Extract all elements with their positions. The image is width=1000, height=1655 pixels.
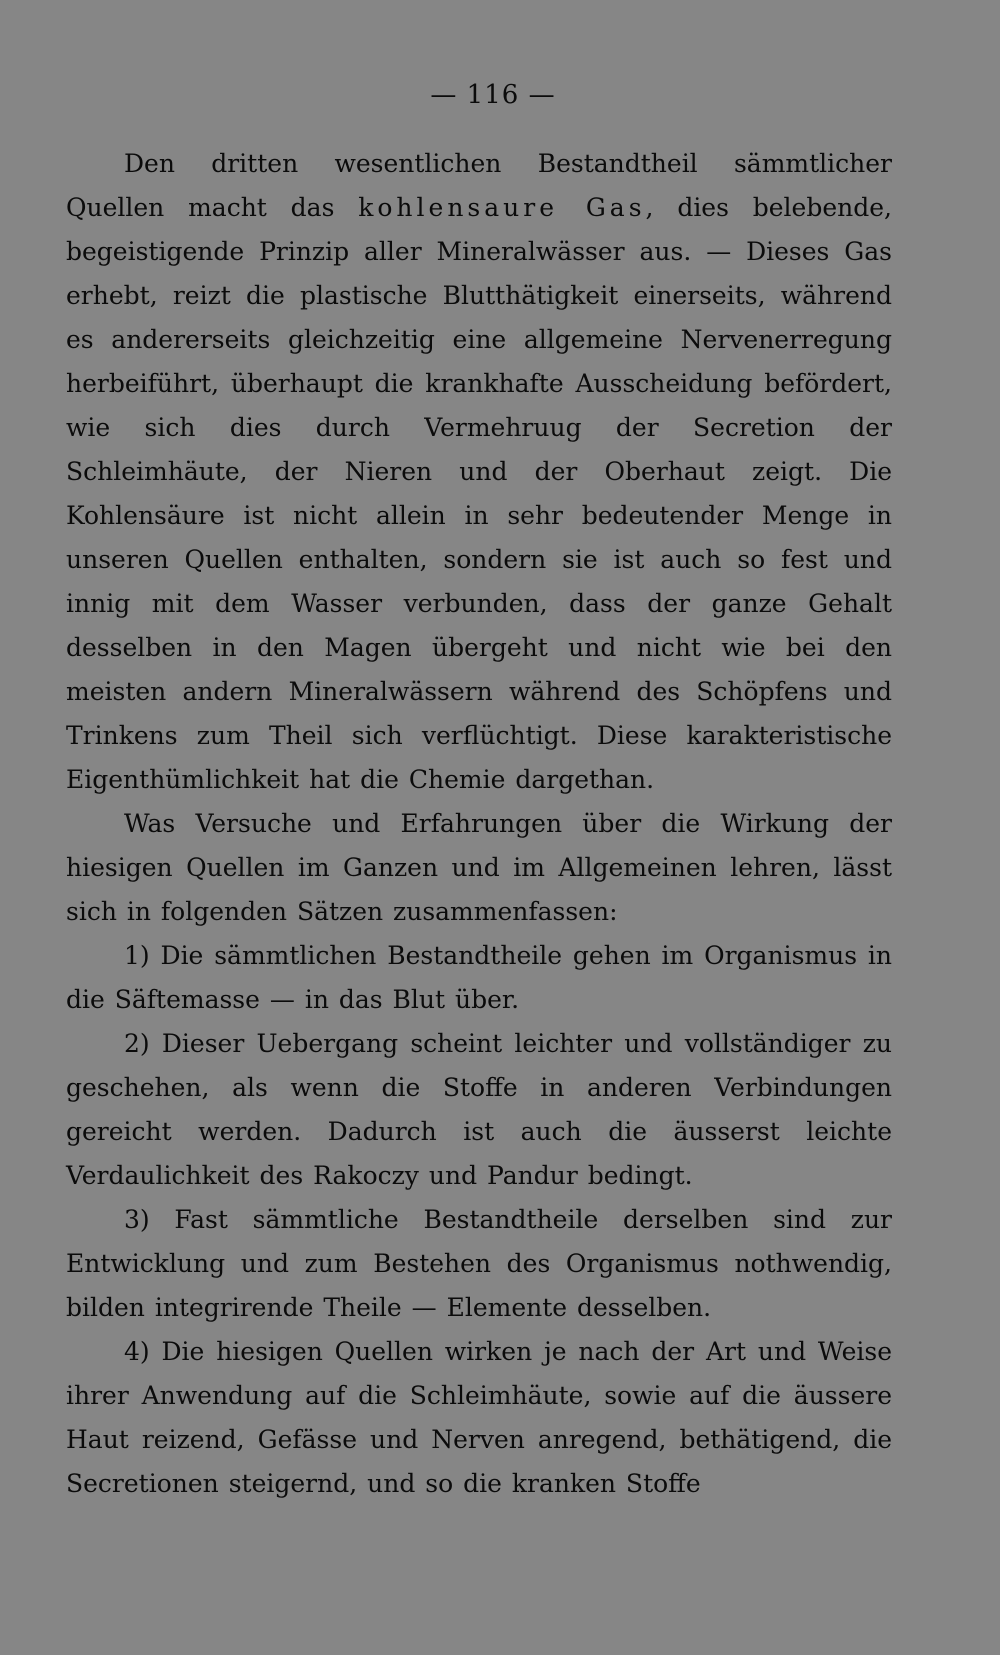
paragraph-5: 3) Fast sämmtliche Bestandtheile derselben sind zur Entwicklung und zum Bestehen des Organismus nothwendig, bilden integrirende Theile — Elemente desselben.	[66, 1205, 892, 1322]
paragraph-6: 4) Die hiesigen Quellen wirken je nach der Art und Weise ihrer Anwendung auf die Schleimhäute, sowie auf die äussere Haut reizend, Gefässe und Nerven anregend, bethätigend, die Secretionen steigernd, und so die kranken Stoffe	[66, 1337, 892, 1498]
body-text	[66, 142, 892, 1506]
paragraph-2: Was Versuche und Erfahrungen über die Wirkung der hiesigen Quellen im Ganzen und im Allgemeinen lehren, lässt sich in folgenden Sätzen zusammenfassen:	[66, 809, 892, 926]
paragraph-3: 1) Die sämmtlichen Bestandtheile gehen im Organismus in die Säftemasse — in das Blut über.	[66, 941, 892, 1014]
paragraph-1	[66, 142, 892, 802]
paragraph-1-before: Den dritten wesentlichen Bestandtheil sämmtlicher Quellen macht das	[66, 149, 892, 222]
emphasis-kohlensaure-gas: kohlensaure Gas	[358, 193, 646, 222]
page-number: — 116 —	[430, 80, 556, 110]
paragraph-1-after: , dies belebende, begeistigende Prinzip aller Mineralwässer aus. — Dieses Gas erhebt, reizt die plastische Blutthätigkeit einerseits, während es andererseits gleichzeitig eine allgemeine Nervenerregung herbeiführt, überhaupt die krankhafte Ausscheidung befördert, wie sich dies durch Vermehruug der Secretion der Schleimhäute, der Nieren und der Oberhaut zeigt. Die Kohlensäure ist nicht allein in sehr bedeutender Menge in unseren Quellen enthalten, sondern sie ist auch so fest und innig mit dem Wasser verbunden, dass der ganze Gehalt desselben in den Magen übergeht und nicht wie bei den meisten andern Mineralwässern während des Schöpfens und Trinkens zum Theil sich verflüchtigt. Diese karakteristische Eigenthümlichkeit hat die Chemie dargethan.	[66, 193, 892, 794]
paragraph-4: 2) Dieser Uebergang scheint leichter und vollständiger zu geschehen, als wenn die Stoffe in anderen Verbindungen gereicht werden. Dadurch ist auch die äusserst leichte Verdaulichkeit des Rakoczy und Pandur bedingt.	[66, 1029, 892, 1190]
